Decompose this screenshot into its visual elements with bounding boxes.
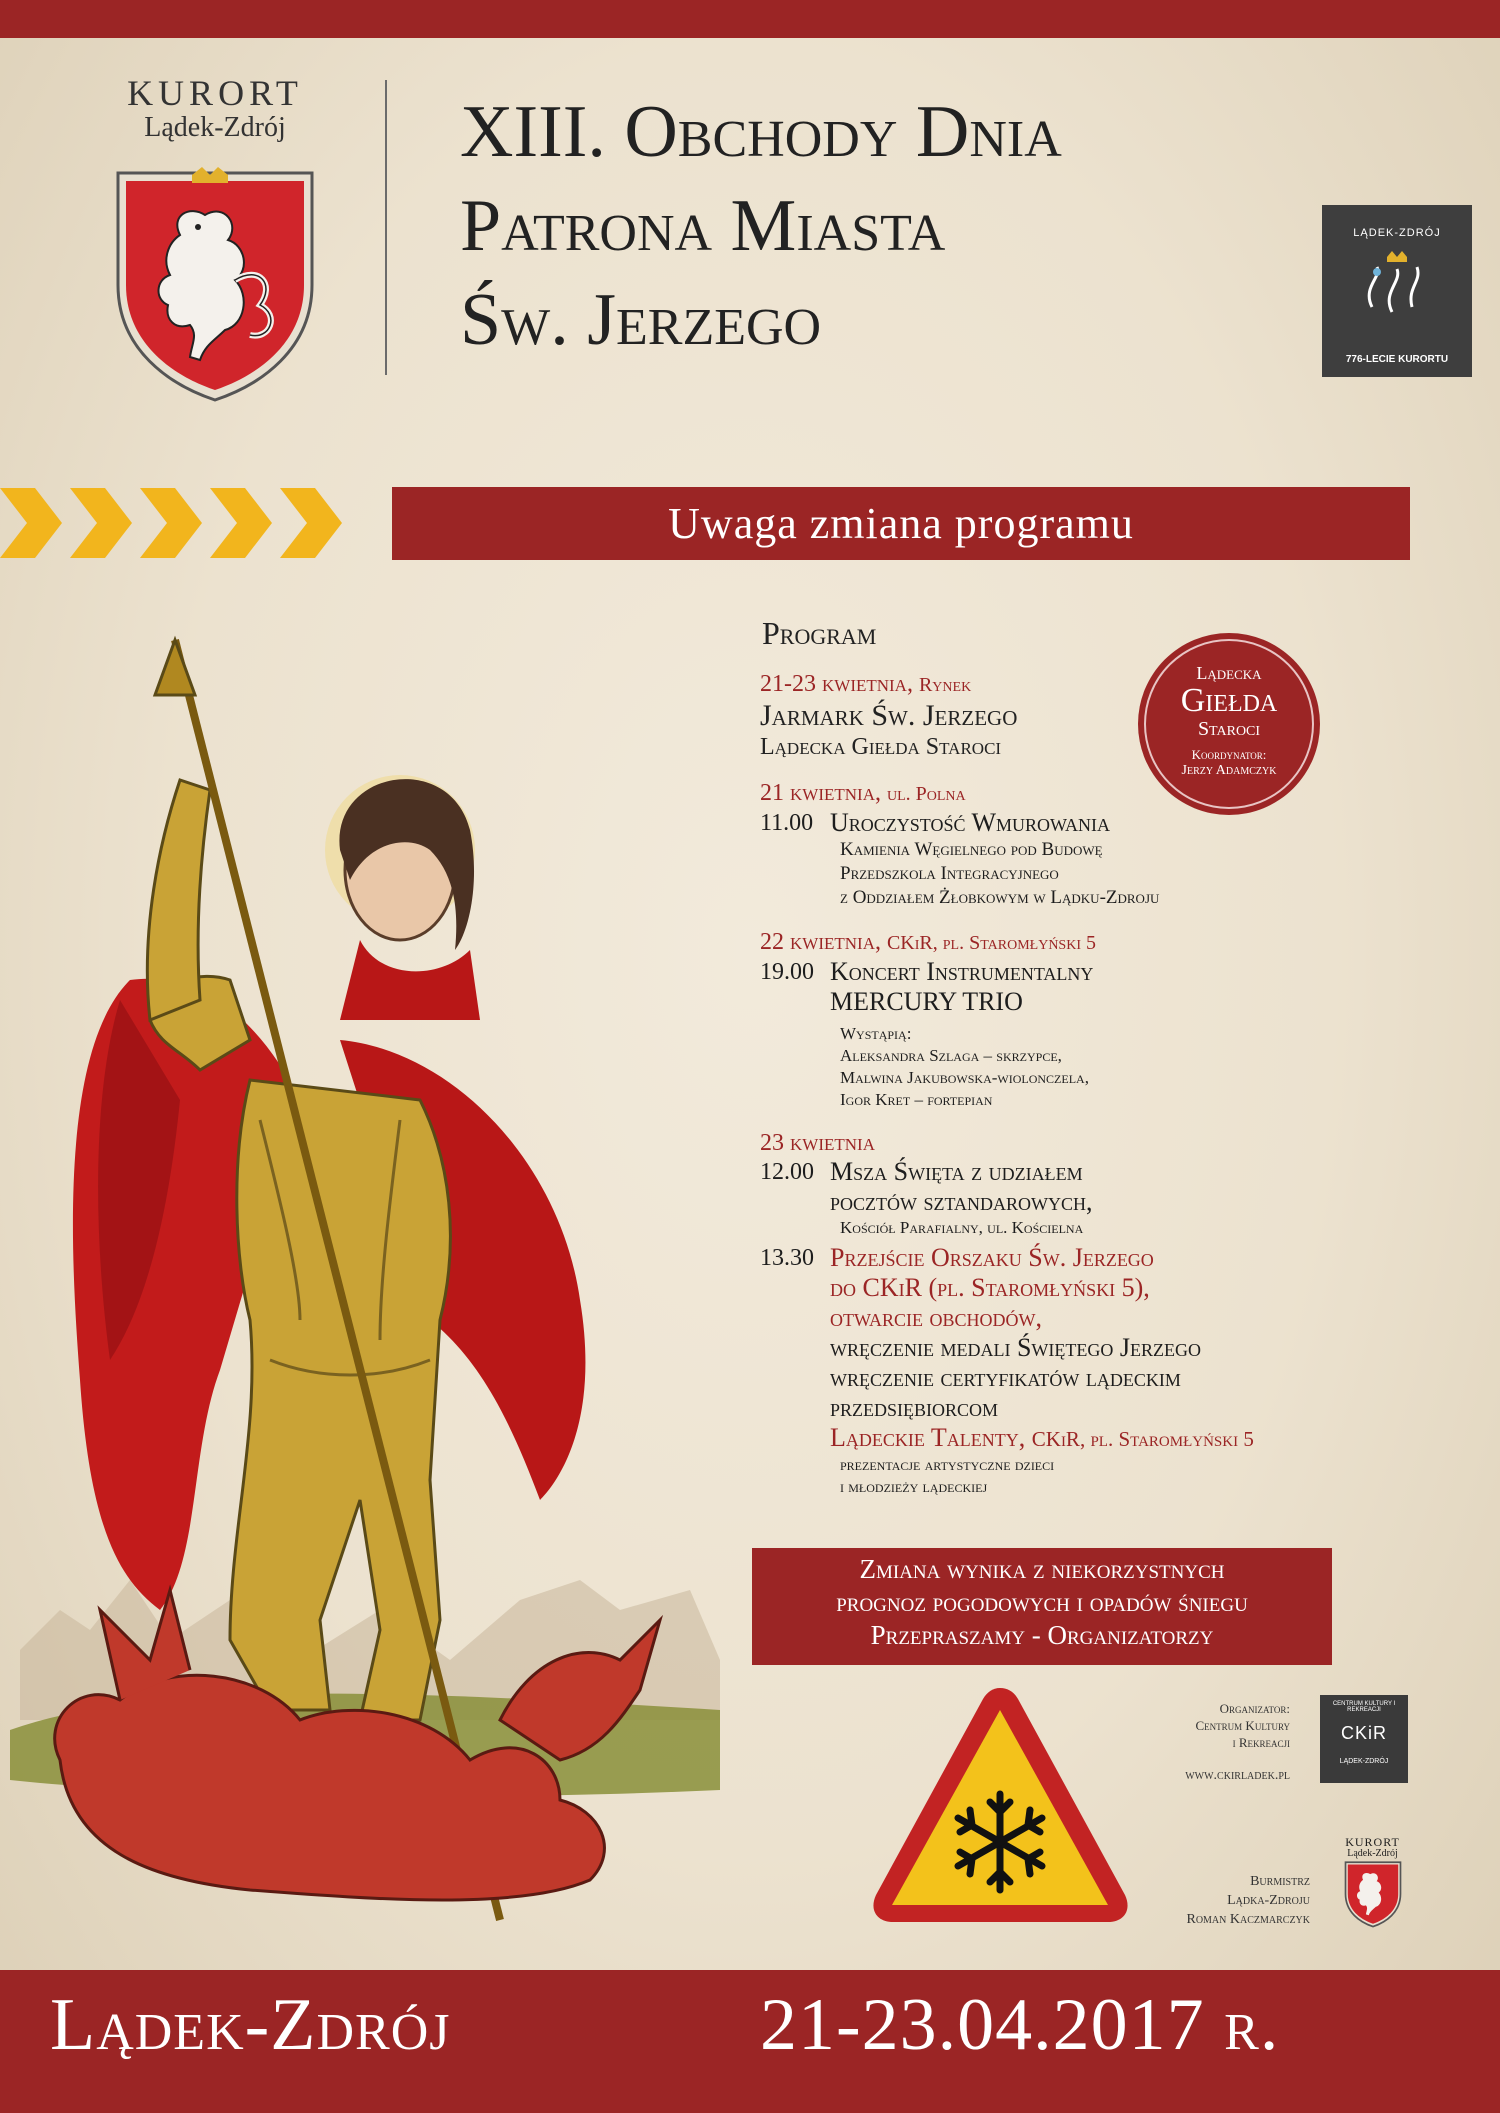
program-entry <box>760 957 1400 1111</box>
event-detail: z Oddziałem Żłobkowym w Lądku-Zdroju <box>840 887 1160 908</box>
small-kurort-logo <box>1335 1836 1410 1933</box>
event-title: przedsiębiorcom <box>830 1393 999 1422</box>
event-title: Msza Święta z udziałem <box>830 1157 1083 1186</box>
ckir-logo <box>1320 1695 1408 1783</box>
event-time: 11.00 <box>760 810 814 836</box>
stamp-ring <box>1144 639 1314 809</box>
event-title-highlight: Przejście Orszaku Św. Jerzego <box>830 1243 1154 1272</box>
organizer-name: i Rekreacji <box>1232 1735 1290 1750</box>
chevron-arrows-icon <box>0 488 380 558</box>
performer: Igor Kret – fortepian <box>840 1090 993 1109</box>
event-title: wręczenie medali Świętego Jerzego <box>830 1333 1201 1362</box>
event-time: 13.30 <box>760 1245 814 1271</box>
program-day-2 <box>760 779 1400 910</box>
jubilee-top-label: LĄDEK-ZDRÓJ <box>1353 227 1441 239</box>
program-date <box>760 779 1400 808</box>
event-detail: i młodzieży lądeckiej <box>840 1477 988 1496</box>
title-line-1: XIII. Obchody Dnia <box>460 91 1062 173</box>
date-location: CKiR, pl. Staromłyński 5 <box>886 932 1096 954</box>
date-location: Rynek <box>918 674 972 696</box>
program-heading: Program <box>762 615 877 651</box>
stamp-line-1: Lądecka <box>1196 663 1262 683</box>
event-detail: Kamienia Węgielnego pod Budowę <box>840 839 1103 860</box>
snow-warning-icon <box>868 1680 1133 1930</box>
event-title: Uroczystość Wmurowania <box>830 808 1111 837</box>
event-place: Kościół Parafialny, ul. Kościelna <box>840 1218 1084 1237</box>
performer: Aleksandra Szlaga – skrzypce, <box>840 1046 1062 1065</box>
notice-line: prognoz pogodowych i opadów śniegu <box>836 1587 1248 1617</box>
date-text: 21 kwietnia, <box>760 780 881 806</box>
kurort-logo <box>105 75 325 145</box>
ckir-logo-mid: CKiR <box>1340 1723 1387 1743</box>
program-entry <box>760 1157 1400 1239</box>
header-divider <box>385 80 387 375</box>
footer-dates: 21-23.04.2017 r. <box>760 1984 1280 2066</box>
small-town-label: Lądek-Zdrój <box>1347 1848 1398 1859</box>
event-title: pocztów sztandarowych, <box>830 1187 1093 1216</box>
kurort-label: KURORT <box>127 73 303 113</box>
stamp-coordinator-label: Koordynator: <box>1191 747 1267 762</box>
weather-notice <box>752 1548 1332 1665</box>
program-entry <box>760 808 1400 910</box>
event-title: MERCURY TRIO <box>830 987 1023 1016</box>
mayor-line: Lądka-Zdroju <box>1227 1893 1310 1908</box>
page-title <box>460 85 1360 367</box>
date-text: 21-23 kwietnia, <box>760 671 913 697</box>
program-change-banner: Uwaga zmiana programu <box>392 487 1410 560</box>
talent-title: Lądeckie Talenty, <box>830 1423 1026 1452</box>
event-title-highlight: do CKiR (pl. Staromłyński 5), <box>830 1273 1150 1302</box>
stamp-coordinator-name: Jerzy Adamczyk <box>1181 763 1277 778</box>
notice-line: Przepraszamy - Organizatorzy <box>870 1620 1214 1650</box>
mayor-line: Burmistrz <box>1250 1874 1310 1889</box>
event-title: Jarmark Św. Jerzego <box>760 699 1018 732</box>
event-title-highlight: otwarcie obchodów, <box>830 1303 1042 1332</box>
talent-location: CKiR, pl. Staromłyński 5 <box>1031 1427 1254 1451</box>
title-line-2: Patrona Miasta <box>460 185 946 267</box>
small-kurort-label: KURORT <box>1345 1835 1400 1849</box>
stamp-line-2: Giełda <box>1180 682 1278 719</box>
ckir-logo-bottom: LĄDEK-ZDRÓJ <box>1339 1758 1389 1765</box>
footer-town: Lądek-Zdrój <box>50 1984 451 2066</box>
program-day-3 <box>760 928 1400 1111</box>
event-title: wręczenie certyfikatów lądeckim <box>830 1363 1181 1392</box>
jubilee-bottom-label: 776-LECIE KURORTU <box>1345 354 1449 365</box>
top-band <box>0 0 1500 38</box>
program-date <box>760 928 1400 957</box>
town-label: Lądek-Zdrój <box>144 112 286 143</box>
jubilee-emblem-icon <box>1352 247 1442 327</box>
title-line-3: Św. Jerzego <box>460 279 822 361</box>
town-crest-icon <box>110 165 320 405</box>
date-text: 22 kwietnia, <box>760 929 881 955</box>
performer: Malwina Jakubowska-wiolonczela, <box>840 1068 1089 1087</box>
notice-line: Zmiana wynika z niekorzystnych <box>859 1554 1225 1584</box>
ckir-logo-top: CENTRUM KULTURY I REKREACJI <box>1332 1701 1396 1713</box>
event-detail: prezentacje artystyczne dzieci <box>840 1455 1055 1474</box>
event-time: 19.00 <box>760 959 814 985</box>
jubilee-logo <box>1322 205 1472 377</box>
mayor-block <box>1150 1872 1310 1929</box>
program-day-4 <box>760 1129 1400 1498</box>
stamp-line-3: Staroci <box>1197 718 1261 740</box>
organizer-name: Centrum Kultury <box>1195 1718 1290 1733</box>
small-crest-icon <box>1343 1860 1403 1928</box>
event-title: Koncert Instrumentalny <box>830 957 1094 986</box>
performers-label: Wystąpią: <box>840 1024 912 1043</box>
program-entry <box>760 1243 1400 1498</box>
mayor-line: Roman Kaczmarczyk <box>1186 1912 1310 1927</box>
organizer-label: Organizator: <box>1219 1701 1290 1716</box>
event-time: 12.00 <box>760 1159 814 1185</box>
date-location: ul. Polna <box>886 783 966 805</box>
event-detail: Przedszkola Integracyjnego <box>840 863 1059 884</box>
program-date: 23 kwietnia <box>760 1130 875 1156</box>
talent-line <box>830 1423 1400 1454</box>
organizer-block <box>1170 1700 1290 1751</box>
antiques-fair-stamp <box>1138 633 1320 815</box>
event-subtitle: Lądecka Giełda Staroci <box>760 734 1002 760</box>
organizer-url[interactable]: www.ckirladek.pl <box>1185 1768 1290 1783</box>
